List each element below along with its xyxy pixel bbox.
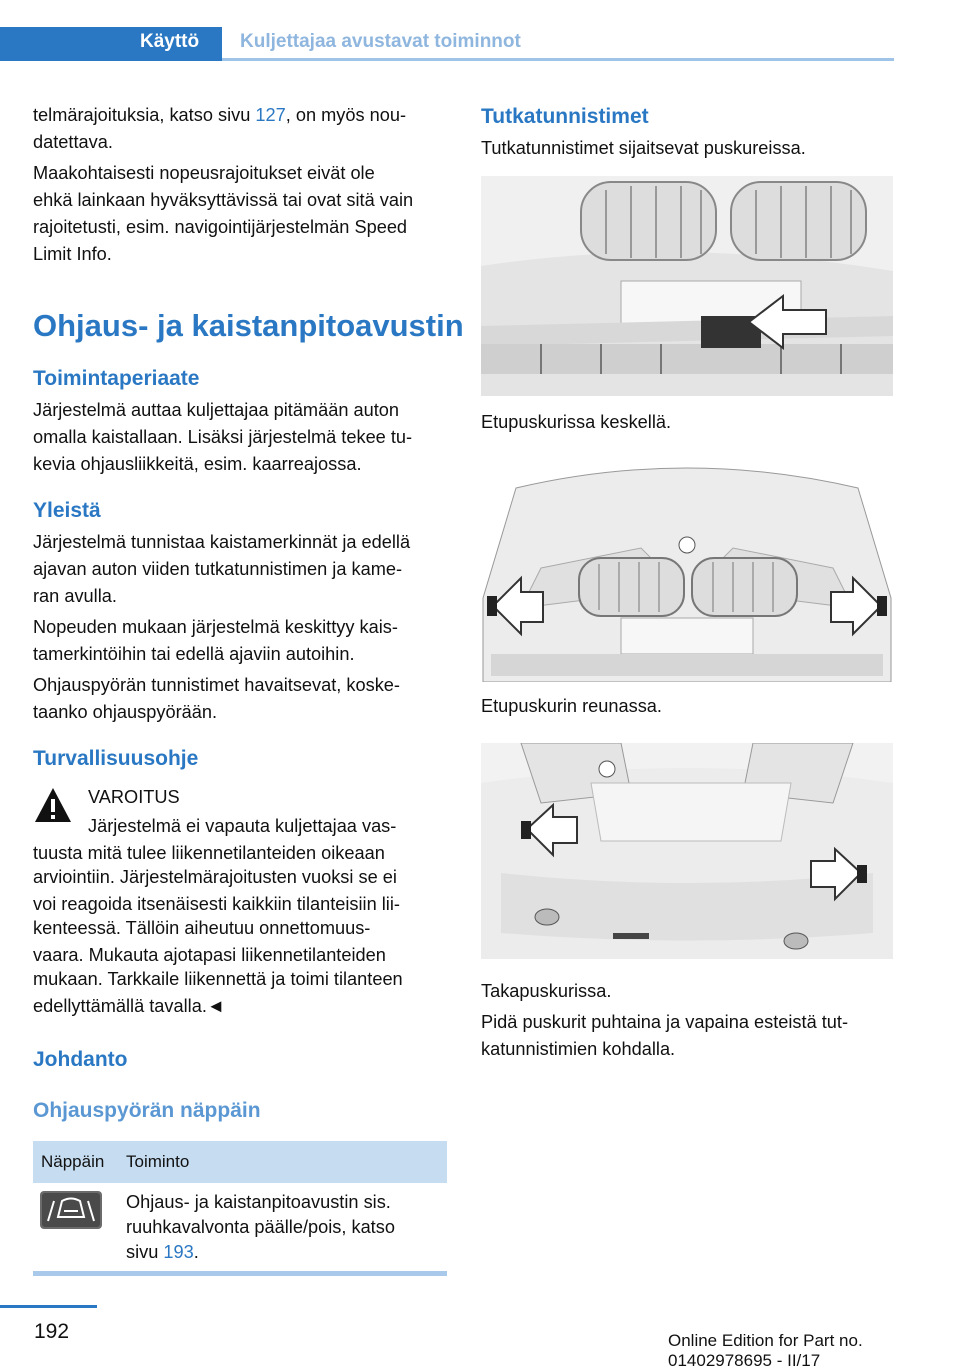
page-link-193[interactable]: 193 (163, 1242, 194, 1262)
table-row-line: ruuhkavalvonta päälle/pois, katso (126, 1217, 395, 1237)
country-paragraph-line: rajoitetusti, esim. navigointijärjestelmän Speed (33, 217, 408, 237)
general-line: taanko ohjauspyörään. (33, 702, 218, 722)
intro-paragraph-line-1: telmärajoituksia, katso sivu 127, on myös nou- (33, 105, 407, 125)
general-line: Nopeuden mukaan järjestelmä keskittyy kais- (33, 617, 398, 637)
final-line: katunnistimien kohdalla. (481, 1039, 676, 1059)
front-edge-sensor-image (481, 458, 893, 682)
buttons-heading: Ohjauspyörän näppäin (33, 1099, 261, 1122)
table-bottom-rule (33, 1271, 447, 1276)
general-line: ajavan auton viiden tutkatunnistimen ja kame- (33, 559, 403, 579)
header-current-section: Käyttö (140, 31, 200, 52)
country-paragraph-line: ehkä lainkaan hyväksyttävissä tai ovat sitä vain (33, 190, 414, 210)
general-line: tamerkintöihin tai edellä ajaviin autoihin. (33, 644, 355, 664)
warning-line: voi reagoida itsenäisesti kaikkiin tilanteisiin lii- (33, 894, 400, 914)
general-line: Järjestelmä tunnistaa kaistamerkinnät ja edellä (33, 532, 411, 552)
warning-line: mukaan. Tarkkaile liikennettä ja toimi tilanteen (33, 969, 403, 989)
table-row-line: sivu 193. (126, 1242, 199, 1262)
header-rule (222, 58, 894, 61)
safety-heading: Turvallisuusohje (33, 747, 199, 770)
table-row-line: Ohjaus- ja kaistanpitoavustin sis. (126, 1192, 391, 1212)
radar-intro: Tutkatunnistimet sijaitsevat puskureissa. (481, 138, 806, 158)
principle-line: Järjestelmä auttaa kuljettajaa pitämään auton (33, 400, 399, 420)
caption-rear: Takapuskurissa. (481, 981, 612, 1001)
radar-heading: Tutkatunnistimet (481, 105, 649, 128)
edition-note: Online Edition for Part no. 01402978695 - II/17 (668, 1331, 863, 1370)
intro-paragraph-line-2: datettava. (33, 132, 113, 152)
warning-line: vaara. Mukauta ajotapasi liikennetilanteiden (33, 945, 386, 965)
table-col-button: Näppäin (41, 1152, 105, 1171)
warning-icon (33, 785, 73, 825)
general-line: ran avulla. (33, 586, 117, 606)
principle-heading: Toimintaperiaate (33, 367, 200, 390)
page-number: 192 (34, 1320, 70, 1343)
front-center-sensor-image (481, 176, 893, 396)
warning-line: edellyttämällä tavalla.◄ (33, 996, 225, 1016)
footer-rule (0, 1305, 97, 1308)
warning-line: tuusta mitä tulee liikennetilanteiden oikeaan (33, 843, 385, 863)
warning-line: arviointiin. Järjestelmärajoitusten vuoksi se ei (33, 867, 397, 887)
caption-front-edge: Etupuskurin reunassa. (481, 696, 662, 716)
warning-label: VAROITUS (88, 787, 180, 807)
caption-front-center: Etupuskurissa keskellä. (481, 412, 672, 432)
rear-sensor-image (481, 743, 893, 959)
page-link-127[interactable]: 127 (255, 105, 286, 125)
warning-line: kenteessä. Tällöin aiheutuu onnettomuus- (33, 918, 371, 938)
table-col-function: Toiminto (126, 1152, 190, 1171)
country-paragraph-line: Maakohtaisesti nopeusrajoitukset eivät ole (33, 163, 375, 183)
page-title: Ohjaus- ja kaistanpitoavustin (33, 308, 464, 343)
general-heading: Yleistä (33, 499, 101, 522)
principle-line: kevia ohjausliikkeitä, esim. kaarreajossa. (33, 454, 362, 474)
general-line: Ohjauspyörän tunnistimet havaitsevat, koske- (33, 675, 400, 695)
principle-line: omalla kaistallaan. Lisäksi järjestelmä tekee tu- (33, 427, 413, 447)
final-line: Pidä puskurit puhtaina ja vapaina esteistä tut- (481, 1012, 849, 1032)
warning-line: Järjestelmä ei vapauta kuljettajaa vas- (88, 816, 397, 836)
header-section-title: Kuljettajaa avustavat toiminnot (240, 31, 521, 52)
lane-assist-button-icon (40, 1191, 102, 1229)
intro-heading: Johdanto (33, 1048, 128, 1071)
country-paragraph-line: Limit Info. (33, 244, 112, 264)
